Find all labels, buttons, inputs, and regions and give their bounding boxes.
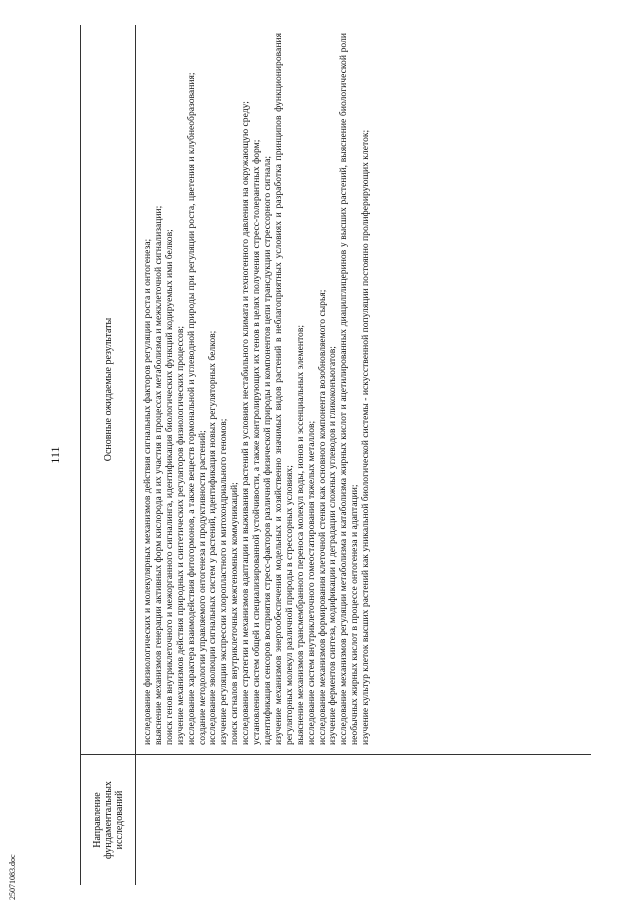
list-item: изучение регуляции экспрессии хлоропластного и митохондриального геномов; (218, 418, 230, 745)
list-item: поиск генов внутриклеточного и межорганного сигналинга, идентификация биологических функций кодируемых ими белков; (163, 229, 175, 745)
list-item: идентификация сенсоров восприятия стресс-факторов различной физической природы и компонентов цепи трансдукции стрессорного сигнала; (261, 155, 273, 745)
rotated-page (40, 25, 600, 885)
list-item: исследование систем внутриклеточного гомеостатирования тяжелых металлов; (305, 420, 317, 745)
list-item: исследование физиологических и молекулярных механизмов действия сигнальных факторов регуляции роста и онтогенеза; (142, 238, 153, 745)
results-table (80, 25, 591, 885)
list-item: исследование эволюции сигнальных систем у растений, идентификация новых регуляторных белков; (207, 330, 219, 745)
list-item: исследование стратегии и механизмов адаптации и выживания растений в условиях нестабильного климата и техногенного давления на окружающую среду; (240, 101, 252, 745)
list-item: выяснение механизмов генерации активных форм кислорода и их участия в процессах метаболизма и межклеточной сигнализации; (152, 205, 164, 745)
expected-results-list (143, 33, 372, 745)
footer-filename (8, 852, 22, 900)
table-header-row (81, 25, 136, 885)
list-item: исследование механизмов регуляции метаболизма и катаболизма жирных кислот и ацетилированных диацилглицеринов у высших растений, выяснение биологической роли необычных жирных кислот в процессе онтогенеза и адаптации; (338, 33, 361, 745)
list-item: изучение механизмов действия природных и синтетических регуляторов физиологических процессов; (174, 325, 186, 745)
list-item: установление систем общей и специализированной устойчивости, а также контролирующих их генов в целях получения стресс-толерантных форм; (251, 139, 263, 745)
list-item: исследование механизмов формирования клеточной стенки как основного компонента возобновляемого сырья; (316, 289, 328, 745)
list-item: изучение культур клеток высших растений как уникальной биологической системы - искусственной популяции постоянно пролиферирующих клеток; (360, 129, 372, 745)
column-separator (81, 754, 591, 755)
list-item: создание методологии управляемого онтогенеза и продуктивности растений; (196, 430, 208, 745)
list-item: поиск сигналов внутриклеточных межгеномных коммуникаций; (229, 482, 241, 745)
page-number: 111 (48, 446, 62, 464)
list-item: исследование характера взаимодействия фитогормонов, а также веществ гормональной и углеводной природы при регуляции роста, цветения и клубнеобразования; (185, 72, 197, 745)
footer-filename-text: 25071083.doc (8, 854, 17, 900)
header-research-direction: Направление фундаментальных исследований (91, 781, 125, 859)
list-item: изучение ферментов синтеза, модификации и деградации сложных углеводов и гликоконъюгатов; (327, 346, 339, 745)
list-item: изучение механизмов энергообеспечения модельных и хозяйственно значимых видов растений в неблагоприятных условиях и разработка принципов функционирования регуляторных молекул различной природы в стрессорных условиях; (272, 33, 295, 745)
list-item: выяснение механизмов трансмембранного переноса молекул воды, ионов и эссенциальных элементов; (294, 324, 306, 745)
header-expected-results: Основные ожидаемые результаты (102, 317, 114, 462)
